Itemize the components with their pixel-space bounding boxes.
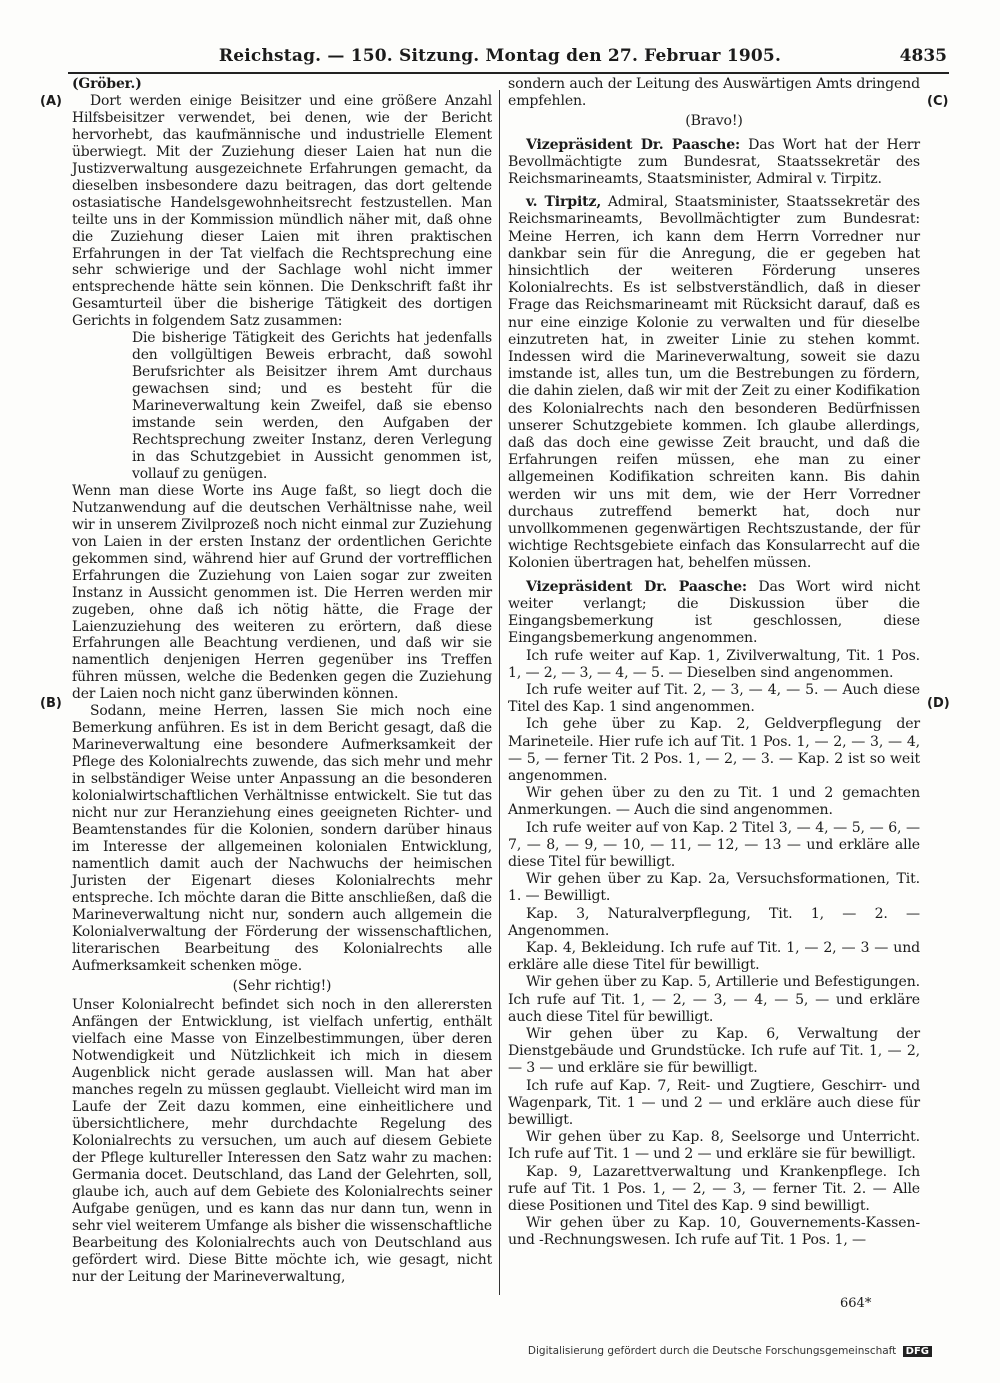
speaker-label: (Gröber.) [72, 76, 142, 92]
printer-signature: 664* [840, 1296, 872, 1311]
paragraph: Sodann, meine Herren, lassen Sie mich noch eine Bemerkung anführen. Es ist in dem Bericht gesagt, daß die Marineverwaltung eine besondere Aufmerksamkeit der Pflege des Kolonialrechts zuwende, das sich mehr und mehr in selbständiger Weise unter Anpassung an die besonderen kolonialwirtschaftlichen Verhältnisse entwickelt. Sie tut das nicht nur zur Heranziehung eines geeigneten Richter- und Beamtenstandes für die Kolonien, sondern darüber hinaus im Interesse der allgemeinen kolonialen Entwicklung, namentlich damit auch der Nachwuchs der heimischen Juristen der Eigenart dieses Kolonialrechts mehr entspreche. Ich möchte daran die Bitte anschließen, daß die Marineverwaltung nicht nur, sondern auch allgemein die Kolonialverwaltung der Förderung der wissenschaftlichen, literarischen Bearbeitung des Kolonialrechts alle Aufmerksamkeit schenken möge. [72, 703, 492, 974]
agenda-item: Ich rufe weiter auf von Kap. 2 Titel 3, — 4, — 5, — 6, — 7, — 8, — 9, — 10, — 11, — 12, — 13 — und erkläre alle diese Titel für bewilligt. [508, 819, 920, 870]
agenda-item: Wir gehen über zu Kap. 8, Seelsorge und Unterricht. Ich rufe auf Tit. 1 — und 2 — und erkläre sie für bewilligt. [508, 1129, 920, 1163]
speech [508, 579, 920, 648]
page-number: 4835 [899, 46, 947, 66]
interjection: (Bravo!) [685, 113, 743, 130]
agenda-item: Kap. 4, Bekleidung. Ich rufe auf Tit. 1, — 2, — 3 — und erkläre alle diese Titel für bewilligt. [508, 939, 920, 974]
speaker-name: Vizepräsident Dr. Paasche: [526, 136, 741, 153]
agenda-item: Kap. 3, Naturalverpflegung, Tit. 1, — 2. — Angenommen. [508, 905, 920, 939]
margin-marker-a: (A) [40, 94, 62, 109]
agenda-item: Wir gehen über zu Kap. 6, Verwaltung der Dienstgebäude und Grundstücke. Ich rufe auf Tit. 1, — 2, — 3 — und erkläre sie für bewilligt. [508, 1025, 920, 1077]
dfg-logo-icon: DFG [903, 1346, 932, 1357]
credit-text: Digitalisierung gefördert durch die Deutsche Forschungsgemeinschaft [527, 1345, 897, 1357]
digitization-credit [528, 1345, 932, 1357]
paragraph: Wenn man diese Worte ins Auge faßt, so liegt doch die Nutzanwendung auf die deutschen Verhältnisse nahe, weil wir in unserem Zivilprozeß noch nicht einmal zur Zuziehung von Laien in der ersten Instanz der ordentlichen Gerichte gekommen sind, während hier auf Grund der vortrefflichen Erfahrungen die Zuziehung von Laien sogar zur zweiten Instanz in Aussicht genommen ist. Die Herren werden mir zugeben, ohne daß ich nötig hätte, die Frage der Laienzuziehung des weiteren zu erörtern, daß diese Erfahrungen alle Beachtung verdienen, und daß wir sie namentlich denjenigen Herren gegenüber ins Treffen führen müssen, welche die Bedenken gegen die Zuziehung der Laien noch nicht ganz überwinden können. [72, 482, 492, 703]
column-divider [499, 90, 500, 1295]
speech-text: Das Wort wird nicht weiter verlangt; die Diskussion über die Eingangsbemerkung ist geschlossen, diese Eingangsbemerkung angenommen. [508, 578, 920, 647]
agenda-item: Ich rufe weiter auf Tit. 2, — 3, — 4, — 5. — Auch diese Titel des Kap. 1 sind angenommen. [508, 681, 920, 716]
margin-marker-b: (B) [40, 696, 62, 711]
margin-marker-d: (D) [927, 696, 950, 711]
agenda-item: Ich rufe weiter auf Kap. 1, Zivilverwaltung, Tit. 1 Pos. 1, — 2, — 3, — 4, — 5. — Dieselben sind angenommen. [508, 647, 920, 681]
margin-marker-c: (C) [927, 94, 949, 109]
speech-text: Admiral, Staatsminister, Staatssekretär des Reichsmarineamts, Bevollmächtigter zum Bundesrat: Meine Herren, ich kann dem Herrn Vorredner nur dankbar sein für die Anregung, die er gegeben hat hinsichtlich der weiteren Förderung unseres Kolonialrechts. Es ist selbstverständlich, daß in dieser Frage das Reichsmarineamt mit Rücksicht darauf, daß es nur eine einzige Kolonie zu verwalten und für dieselbe einzutreten hat, in zweiter Linie zu stehen kommt. Indessen wird die Marineverwaltung, soweit sie dazu imstande ist, alles tun, um die Bestrebungen zu fördern, die dahin zielen, daß wir mit der Zeit zu einer Kodifikation des Kolonialrechts nach den besonderen Bedürfnissen unserer Schutzgebiete kommen. Ich glaube allerdings, daß das doch eine gewisse Zeit braucht, und daß die Erfahrungen reifen müssen, ehe man zu einer allgemeinen Kodifikation schreiten kann. Bis dahin werden wir uns mit dem, wie der Herr Vorredner durchaus zutreffend bemerkt hat, doch nur unvollkommenen gegenwärtigen Rechtszustande, der für wichtige Rechtsgebiete einfach das Konsularrecht auf die Kolonien übertragen hat, behelfen müssen. [508, 194, 920, 572]
block-quote: Die bisherige Tätigkeit des Gerichts hat jedenfalls den vollgültigen Beweis erbracht, daß sowohl Berufsrichter als Beisitzer ihrem Amt durchaus gewachsen sind; und es besteht für die Marineverwaltung kein Zweifel, daß sie ebenso imstande sein werden, den Aufgaben der Rechtsprechung zweiter Instanz, deren Verlegung in das Schutzgebiet in Aussicht genommen ist, vollauf zu genügen. [132, 330, 492, 482]
agenda-item: Wir gehen über zu Kap. 5, Artillerie und Befestigungen. Ich rufe auf Tit. 1, — 2, — 3, — 4, — 5, — und erkläre auch diese Titel für bewilligt. [508, 974, 920, 1025]
speech-text: Das Wort hat der Herr Bevollmächtigte zum Bundesrat, Staatssekretär des Reichsmarineamts, Staatsminister, Admiral v. Tirpitz. [508, 136, 920, 188]
left-column [72, 76, 492, 1286]
speech [508, 194, 920, 572]
agenda-item: Ich gehe über zu Kap. 2, Geldverpflegung der Marineteile. Hier rufe ich auf Tit. 1 Pos. 1, — 2, — 3, — 4, — 5, — ferner Tit. 2 Pos. 1, — 2, — 3. — Kap. 2 ist so weit angenommen. [508, 716, 920, 784]
paragraph: Dort werden einige Beisitzer und eine größere Anzahl Hilfsbeisitzer verwendet, bei denen, wie der Bericht hervorhebt, das kaufmännische und industrielle Element überwiegt. Mit der Zuziehung dieser Laien hat nun die Justizverwaltung ausgezeichnete Erfahrungen gemacht, da dieselben insbesondere dazu beitragen, das dort geltende ostasiatische Handelsgewohnheitsrecht festzustellen. Man teilte uns in der Kommission mündlich näher mit, daß ohne die Zuziehung dieser Laien mit ihren praktischen Erfahrungen in der Tat vielfach die Rechtsprechung eine sehr schwierige und der Sachlage wohl nicht immer entsprechende hätte sein können. Die Denkschrift faßt ihr Gesamturteil über die bisherige Tätigkeit des dortigen Gerichts in folgendem Satz zusammen: [72, 92, 492, 330]
agenda-item: Kap. 9, Lazarettverwaltung und Krankenpflege. Ich rufe auf Tit. 1 Pos. 1, — 2, — 3, — ferner Tit. 2. — Alle diese Positionen und Titel des Kap. 9 sind bewilligt. [508, 1163, 920, 1214]
speaker-name: Vizepräsident Dr. Paasche: [526, 578, 747, 595]
agenda-item: Wir gehen über zu Kap. 10, Gouvernements-Kassen- und -Rechnungswesen. Ich rufe auf Tit. 1 Pos. 1, — [508, 1215, 920, 1249]
right-column [508, 76, 920, 1250]
interjection: (Sehr richtig!) [232, 977, 332, 994]
header-rule [68, 72, 949, 74]
header-title: Reichstag. — 150. Sitzung. Montag den 27. Februar 1905. [218, 46, 782, 66]
agenda-item: Wir gehen über zu Kap. 2a, Versuchsformationen, Tit. 1. — Bewilligt. [508, 871, 920, 905]
speaker-name: v. Tirpitz, [526, 194, 602, 211]
speech [508, 137, 920, 189]
agenda-item: Wir gehen über zu den zu Tit. 1 und 2 gemachten Anmerkungen. — Auch die sind angenommen. [508, 785, 920, 819]
paragraph: sondern auch der Leitung des Auswärtigen Amts dringend empfehlen. [508, 76, 920, 110]
agenda-item: Ich rufe auf Kap. 7, Reit- und Zugtiere, Geschirr- und Wagenpark, Tit. 1 — und 2 — und erkläre auch diese für bewilligt. [508, 1077, 920, 1128]
paragraph: Unser Kolonialrecht befindet sich noch in den allerersten Anfängen der Entwicklung, ist vielfach unfertig, enthält vielfach eine Masse von Einzelbestimmungen, über deren Notwendigkeit und Nützlichkeit ich mich in diesem Augenblick nicht gerade auslassen will. Man hat aber manches regeln zu müssen geglaubt. Vielleicht wird man im Laufe der Zeit dazu kommen, eine einheitlichere und übersichtlichere, mehr durchdachte Regelung des Kolonialrechts zu versuchen, um auch auf diesem Gebiete der Pflege kultureller Interessen den Satz wahr zu machen: Germania docet. Deutschland, das Land der Gelehrten, soll, glaube ich, auch auf dem Gebiete des Kolonialrechts seiner Aufgabe genügen, und es kann das nur dann tun, wenn in sehr viel weiterem Umfange als bisher die wissenschaftliche Bearbeitung des Kolonialrechts auch von Deutschland aus gefördert wird. Diese Bitte möchte ich, wie gesagt, nicht nur der Leitung der Marineverwaltung, [72, 997, 492, 1285]
page-header [0, 46, 1000, 70]
